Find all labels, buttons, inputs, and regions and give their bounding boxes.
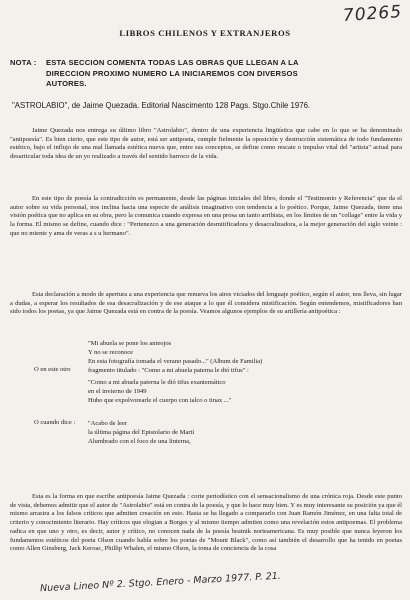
handwritten-source-note: Nueva Lineo Nº 2. Stgo. Enero - Marzo 1977. P. 21. (39, 570, 282, 595)
poem-line: en el invierno de 1949 (88, 388, 147, 395)
poem-line: En esta fotografía tomada el verano pasado..." (Album de Familia) (88, 358, 263, 365)
paragraph-1: Jaime Quezada nos entrega su último libro "Astrolabio", dentro de una experiencia lingüística que cabe en lo que se ha denominado "antipoesía". Es bien cierto, que este tipo de autor, está ser antipoeta, cumple fielmente la oposición y destrucción sistemática de todo fundamento estético, bajo el influjo de una mal llamada estética nueva que, entre sus conceptos, se define como rescate o impulso vital del "artista" actual para desarticular toda idea de un yo realizado a través del sentido barroco de la vida. (10, 127, 402, 161)
paragraph-2: En este tipo de poesía la contradicción es permanente, desde las páginas iniciales del libro, donde el "Testimonio y Referencia" que da el autor sobre su vida personal, nos inclina hacia una especie de análisis imaginativo con tendencia a lo poético. Porque, Jaime Quezada, tiene una visión poética que no aplica en su obra, pero la comunica cuando expresa en una prosa un tanto arribista, en los límites de un "collage" entre la vida y la forma. El mismo se define, cuando dice : "Pertenezco a una generación desmitificadora y desacralizadora, a la mejor generación del siglo veinte : que no miente y ama de veras a s u hermano". (10, 195, 402, 237)
section-title: LIBROS CHILENOS Y EXTRANJEROS (119, 28, 291, 38)
poem-line: Y no se reconoce (88, 349, 134, 356)
book-citation: "ASTROLABIO", de Jaime Quezada. Editorial Nascimento 128 Pags. Stgo.Chile 1976. (12, 101, 311, 110)
catalog-number: 70265 (342, 1, 403, 27)
poem-line: "Acabo de leer (88, 420, 128, 427)
poem-line: Alumbrado con el foco de una linterna, (88, 438, 191, 445)
poem-line: fragmento titulado : "Como a mi abuela paterna le dió tifus" : (88, 367, 249, 374)
note-label: NOTA : (10, 58, 37, 67)
poem-intro-label: O cuando dice : (34, 419, 76, 426)
poem-line: la última página del Epistolario de Martí (88, 429, 195, 436)
poem-line: "Mi abuela se pone los anteojos (88, 340, 172, 347)
note-line-3: AUTORES. (46, 79, 87, 88)
note-line-1: NOTA : ESTA SECCION COMENTA TODAS LAS OBRAS QUE LLEGAN A LA (10, 58, 299, 67)
poem-line: "Como a mi abuela paterna le dió tifus exantemático (88, 379, 226, 386)
note-line-2: DIRECCION PROXIMO NUMERO LA INICIAREMOS CON DIVERSOS (46, 68, 298, 78)
poem-line: Hubo que expolvorearle el cuerpo con talco o tinax ..." (88, 397, 232, 404)
poem-intro-label: O en este otro (34, 366, 71, 373)
paragraph-3: Esta declaración a modo de apertura a una experiencia que renueva los aires viciados del lenguaje poético, según el autor, nos lleva, sin lugar a dudas, a esperar los resultados de esa desacralización y de ese ataque a lo que él considera mistificación. Según entendemos, mistificadores han sido todos los poetas, ya que Jaime Quezada está en contra de la poesía. Veamos algunos ejemplos de su artillería antipoética : (10, 291, 402, 316)
paragraph-4: Esta es la forma en que escribe antipoesía Jaime Quezada : corte periodístico con el sensacionalismo de una crónica roja. Desde este punto de vista, debemos admitir que el autor de "Astrolabio" está en contra de la poesía, y que lo hace muy bien. Y es muy interesante su posición ya que él mismo arrastra a los falsos críticos que admiten creación en esto. Hasta se ha llegado a compararlo con Juan Ramón Jiménez, en una falta total de criterio y conocimiento literario. Hay críticos que elogian a Borges y al mismo tiempo admiten como una revelación estos antipoemas. El problema radica en que uno y otro, es decir, autor y crítico, no conocen nada de la poesía beatnik norteamericana. Es muy posible que nunca leyeron los fundamentos estéticos del poeta Olson cuando habla sobre los poetas de "Mount Black", como así también el desarrollo que ha tenido en poetas como Allen Ginsberg, Jack Keroac, Phillip Whalen, el mismo Olson, la toma de conciencia de la cosa (10, 493, 402, 553)
editor-note (10, 58, 402, 90)
